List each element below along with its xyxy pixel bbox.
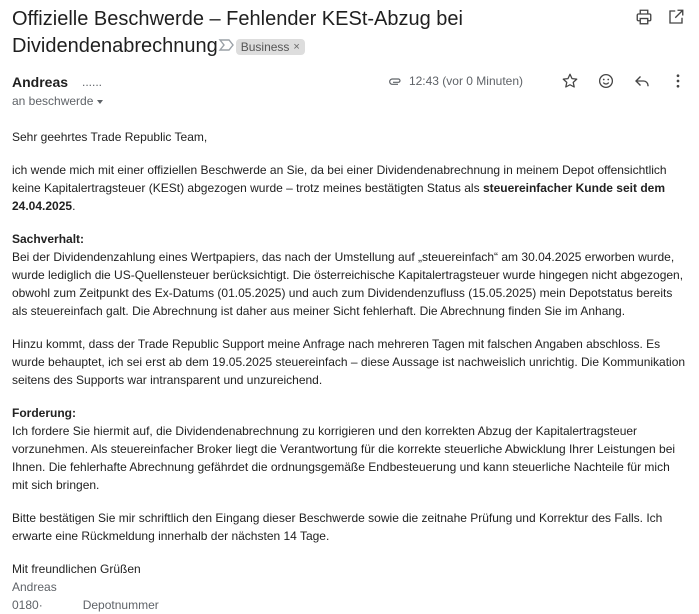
- signature-block: [12, 560, 687, 614]
- message-meta: [387, 72, 687, 90]
- subject-row: [12, 6, 622, 60]
- star-icon[interactable]: [561, 72, 579, 90]
- open-new-window-icon[interactable]: [667, 8, 685, 26]
- intro-bold: steuereinfacher Kunde seit dem 24.04.2025: [12, 181, 665, 213]
- reply-icon[interactable]: [633, 72, 651, 90]
- sender-email: ......: [82, 75, 103, 89]
- greeting: Sehr geehrtes Trade Republic Team,: [12, 130, 208, 144]
- signature-name: Andreas: [12, 580, 57, 594]
- remove-label-button[interactable]: ×: [293, 40, 300, 53]
- facts-heading: Sachverhalt:: [12, 232, 85, 246]
- print-icon[interactable]: [635, 8, 653, 26]
- emoji-icon[interactable]: [597, 72, 615, 90]
- closing-request-paragraph: Bitte bestätigen Sie mir schriftlich den Eingang dieser Beschwerde sowie die zeitnahe Prüfung und Korrektur des Falls. Ich erwarte eine Rückmeldung innerhalb der nächsten 14 Tage.: [12, 511, 663, 543]
- signature-depot-line: [12, 596, 687, 614]
- intro-text: ich wende mich mit einer offiziellen Beschwerde an Sie, da bei einer Dividendenabrechnung in meinem Depot offensichtlich keine Kapitalertragsteuer (KESt) abgezogen wurde – trotz meines bestätigten Status als: [12, 163, 667, 195]
- intro-paragraph: [12, 161, 687, 215]
- sender-name: Andreas: [12, 74, 69, 90]
- message-body: [12, 128, 687, 614]
- facts-text: Bei der Dividendenzahlung eines Wertpapiers, das nach der Umstellung auf „steuereinfach“ am 30.04.2025 erworben wurde, wurde lediglich die US-Quellensteuer berücksichtigt. Die österreichische Kapitalertragsteuer wurde hingegen nicht abgezogen, obwohl zum Zeitpunkt des Ex-Datums (01.05.2025) und auch zum Dividendenzufluss (15.05.2025) mein Depotstatus bereits als steuereinfach galt. Die Abrechnung ist daher aus meiner Sicht fehlerhaft. Die Abrechnung finden Sie im Anhang.: [12, 250, 684, 318]
- closing-line: Mit freundlichen Grüßen: [12, 562, 141, 576]
- intro-end: .: [72, 199, 76, 213]
- label-chip-business[interactable]: [236, 39, 305, 55]
- more-vert-icon[interactable]: [669, 72, 687, 90]
- demand-text: Ich fordere Sie hiermit auf, die Dividendenabrechnung zu korrigieren und den korrekten Abzug der Kapitalertragsteuer vorzunehmen. Als steuereinfacher Broker liegt die Verantwortung für die korrekte steuerliche Abwicklung Ihrer Leistungen bei Ihnen. Die fehlerhafte Abrechnung gefährdet die ordnungsgemäße Endbesteuerung und kann steuerliche Nachteile für mich mit sich bringen.: [12, 424, 676, 492]
- demand-heading: Forderung:: [12, 406, 76, 420]
- subject-actions: [635, 8, 685, 26]
- support-paragraph: Hinzu kommt, dass der Trade Republic Support meine Anfrage nach mehreren Tagen mit falschen Angaben abschloss. Es wurde behauptet, ich sei erst ab dem 19.05.2025 steuereinfach – diese Aussage ist nachweislich unrichtig. Die Kommunikation seitens des Supports war intransparent und unzureichend.: [12, 337, 686, 387]
- attachment-icon: [387, 73, 403, 89]
- message-time: 12:43 (vor 0 Minuten): [408, 74, 523, 88]
- facts-paragraph: [12, 230, 687, 320]
- signature-number: 0180·: [12, 598, 43, 612]
- demand-paragraph: [12, 404, 687, 494]
- chevron-down-icon: [97, 100, 103, 104]
- signature-depot-label: Depotnummer: [82, 598, 159, 612]
- recipients-text: an beschwerde: [12, 94, 94, 108]
- recipients-toggle[interactable]: [12, 94, 103, 108]
- email-subject: Offizielle Beschwerde – Fehlender KESt-Abzug bei Dividendenabrechnung: [12, 8, 463, 57]
- sender-row: [12, 74, 687, 108]
- importance-marker-icon[interactable]: [218, 39, 236, 56]
- label-text: Business: [240, 39, 290, 54]
